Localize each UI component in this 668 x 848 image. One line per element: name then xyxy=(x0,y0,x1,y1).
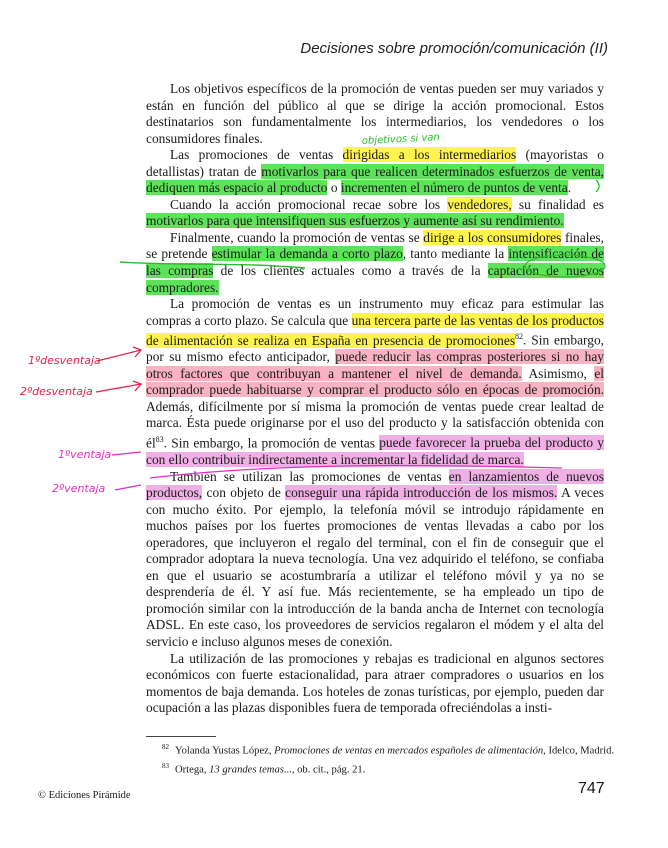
red-arrow-1 xyxy=(97,350,141,361)
footnote-number: 83 xyxy=(162,761,169,770)
text-run: finales, se pretende xyxy=(146,229,604,262)
highlighted-text: estimular la demanda a corto plazo xyxy=(211,246,403,262)
red-margin-note-1: 1ºdesventaja xyxy=(28,354,101,367)
text-run: Los objetivos específicos de la promoción de ventas pueden ser muy variados y están en función del público al que se dirige la acción promocional. Estos destinatarios son fundamentalmente los intermediarios, los vendedores o los consumidores finales. xyxy=(146,81,604,146)
highlighted-text: vendedores, xyxy=(447,196,512,212)
highlighted-text: motivarlos para que realicen determinados esfuerzos de venta, dediquen más espacio al producto xyxy=(146,163,604,196)
text-run: (mayoristas o detallistas) tratan de xyxy=(146,147,604,179)
highlighted-text: intensificación de las compras xyxy=(146,246,604,279)
pink-arrow-2 xyxy=(115,485,141,490)
text-run: . Sin embargo, por su mismo efecto anticipador, xyxy=(146,332,605,365)
footnote-text: , Idelco, Madrid. xyxy=(543,745,615,757)
highlighted-text: dirige a los consumidores xyxy=(423,229,562,245)
highlighted-text: en lanzamientos de nuevos productos, xyxy=(146,468,605,501)
highlighted-text: captación de nuevos compradores. xyxy=(146,263,604,295)
text-run: A veces con mucho éxito. Por ejemplo, la telefonía móvil se introdujo rápidamente en muchos países por los fuertes promociones de ventas llevadas a cabo por los operadores, que incluyeron el regalo del terminal, con el fin de conseguir que el comprador adoptara la nueva tecnología. Una vez adquirido el teléfono, se confiaba en que el usuario se acostumbraría a utilizar el teléfono móvil y ya no se desprendería de él. Y así fue. Más recientemente, se ha empleado un tipo de promoción similar con la introducción de la banda ancha de Internet con tecnología ADSL. En este caso, los proveedores de servicios regalaron el módem y el alta del servicio e incluso algunos meses de conexión. xyxy=(146,485,604,649)
text-run: También se utilizan las promociones de ventas xyxy=(170,468,449,484)
highlighted-text: incrementen el número de puntos de venta xyxy=(340,180,568,196)
text-run: Las promociones de ventas xyxy=(170,147,343,163)
red-arrowhead-2 xyxy=(133,381,141,391)
text-run: Asimismo, xyxy=(521,365,595,381)
footnote xyxy=(146,759,616,778)
red-arrow-2 xyxy=(96,384,141,392)
footnote-title: 13 grandes temas xyxy=(209,764,284,776)
text-run: con objeto de xyxy=(202,485,286,501)
green-margin-note: objetivos si van xyxy=(361,131,441,147)
body-text xyxy=(146,81,604,717)
highlighted-text: puede reducir las compras posteriores si no hay otros factores que contribuyan a mantener el nivel de demanda. xyxy=(146,349,604,381)
paragraph xyxy=(146,469,604,651)
pink-margin-note-2: 2ºventaja xyxy=(52,482,106,495)
highlighted-text: el comprador puede habituarse y comprar el producto sólo en épocas de promoción. xyxy=(146,365,604,398)
text-run: Además, difícilmente por sí misma la promoción de ventas puede crear lealtad de marca. Ésta puede originarse por el uso del producto y la satisfacción obtenida con él xyxy=(146,398,604,451)
footnote-text: Yolanda Yustas López, xyxy=(175,745,275,757)
paragraph xyxy=(146,651,604,717)
footnote-number: 82 xyxy=(162,743,169,751)
highlighted-text: motivarlos para que intensifiquen sus esfuerzos y aumente así su rendimiento. xyxy=(146,213,564,229)
pink-arrow-1 xyxy=(112,452,141,455)
text-run: La utilización de las promociones y rebajas es tradicional en algunos sectores económicos con fuerte estacionalidad, para atraer compradores o usuarios en los momentos de baja demanda. Los hoteles de zonas turísticas, por ejemplo, pueden dar ocupación a las plazas disponibles fuera de temporada ofreciéndolas a insti- xyxy=(146,650,604,716)
footnote xyxy=(146,740,616,759)
pink-margin-note-1: 1ºventaja xyxy=(58,448,112,461)
highlighted-text: conseguir una rápida introducción de los mismos. xyxy=(285,485,558,501)
footnote-text: ..., ob. cit., pág. 21. xyxy=(283,764,366,776)
red-margin-note-2: 2ºdesventaja xyxy=(20,385,93,398)
page-number: 747 xyxy=(578,780,605,797)
text-run: de los clientes actuales como a través de la xyxy=(213,263,488,279)
text-run: . xyxy=(567,180,572,196)
text-run: su finalidad es xyxy=(511,196,604,212)
highlighted-text: puede favorecer la prueba del producto y con ello contribuir indirectamente a incrementar la fidelidad de marca. xyxy=(146,435,605,467)
text-run: La promoción de ventas es un instrumento muy eficaz para estimular las compras a corto plazo. Se calcula que xyxy=(146,296,604,328)
footnote-ref: 83 xyxy=(155,434,164,444)
highlighted-text: una tercera parte de las ventas de los productos de alimentación se realiza en España en presencia de promociones xyxy=(146,312,605,348)
footnote-rule xyxy=(146,736,216,737)
paragraph xyxy=(146,147,604,197)
footnote-text: Ortega, xyxy=(175,764,210,776)
footnotes xyxy=(146,740,616,777)
text-run: , tanto mediante la xyxy=(402,246,509,262)
text-run: Cuando la acción promocional recae sobre los xyxy=(170,196,448,212)
running-header: Decisiones sobre promoción/comunicación (II) xyxy=(300,40,608,57)
highlighted-text: dirigidas a los intermediarios xyxy=(342,147,517,163)
footnote-title: Promociones de ventas en mercados españoles de alimentación xyxy=(274,745,544,757)
red-arrowhead-1 xyxy=(133,347,141,357)
publisher-credit: © Ediciones Pirámide xyxy=(38,790,131,801)
paragraph xyxy=(146,230,604,296)
text-run: Finalmente, cuando la promoción de ventas se xyxy=(170,229,424,245)
text-run: o xyxy=(327,180,341,196)
paragraph xyxy=(146,296,604,468)
paragraph xyxy=(146,81,604,147)
footnote-ref: 82 xyxy=(515,332,524,342)
paragraph xyxy=(146,197,604,230)
text-run: . Sin embargo, la promoción de ventas xyxy=(163,435,380,451)
